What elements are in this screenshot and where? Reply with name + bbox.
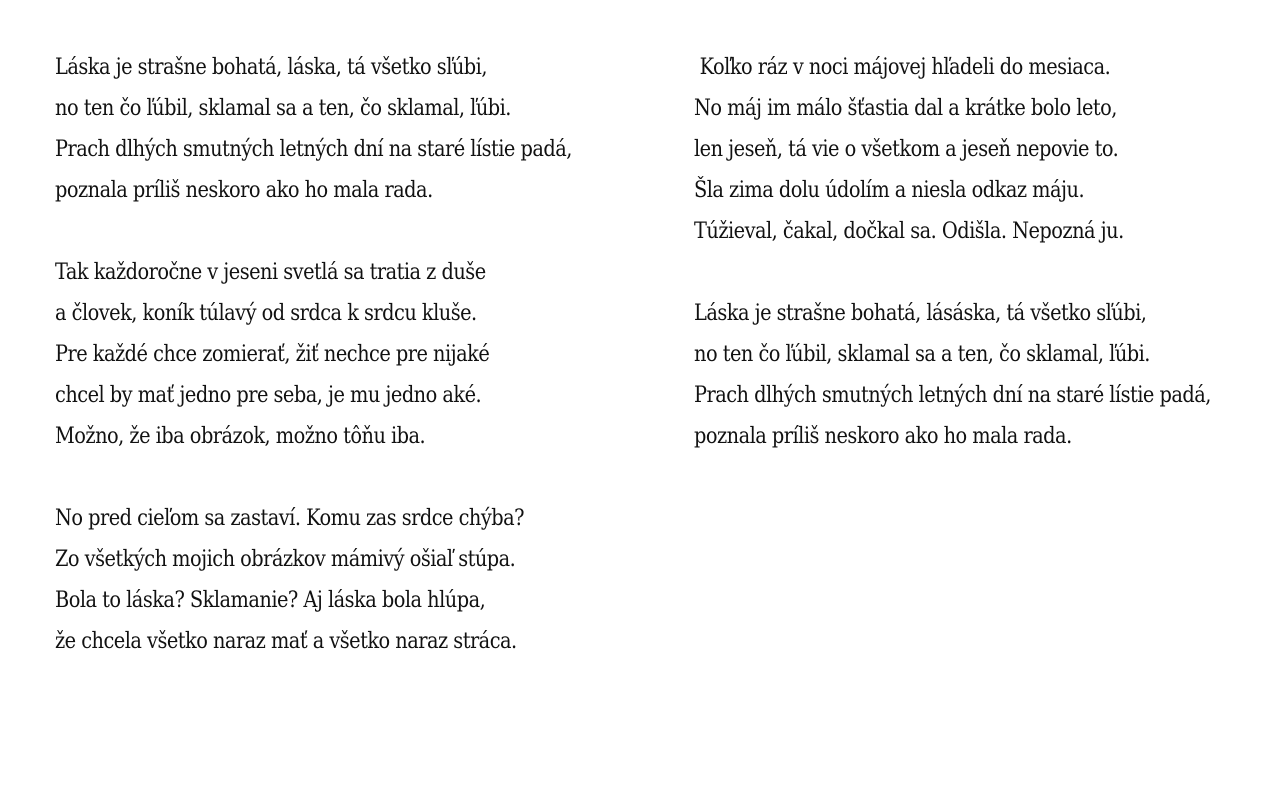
verse-line: chcel by mať jedno pre seba, je mu jedno aké. — [55, 383, 482, 408]
stanza — [55, 498, 655, 662]
poem-column-left — [55, 47, 655, 703]
stanza — [694, 293, 1254, 457]
verse-line: Bola to láska? Sklamanie? Aj láska bola hlúpa, — [55, 588, 486, 613]
verse-line: poznala príliš neskoro ako ho mala rada. — [694, 424, 1072, 449]
verse-line: no ten čo ľúbil, sklamal sa a ten, čo sklamal, ľúbi. — [694, 342, 1150, 367]
verse-line: Prach dlhých smutných letných dní na staré lístie padá, — [694, 383, 1211, 408]
verse-line: Možno, že iba obrázok, možno tôňu iba. — [55, 424, 426, 449]
verse-line: Tak každoročne v jeseni svetlá sa tratia z duše — [55, 260, 486, 285]
verse-line: No máj im málo šťastia dal a krátke bolo leto, — [694, 96, 1117, 121]
stanza — [55, 47, 655, 211]
poem-column-right — [694, 47, 1254, 498]
verse-line: len jeseň, tá vie o všetkom a jeseň nepovie to. — [694, 137, 1119, 162]
verse-line: Koľko ráz v noci májovej hľadeli do mesiaca. — [694, 55, 1111, 80]
verse-line: Prach dlhých smutných letných dní na staré lístie padá, — [55, 137, 572, 162]
verse-line: že chcela všetko naraz mať a všetko naraz stráca. — [55, 629, 517, 654]
verse-line: a človek, koník túlavý od srdca k srdcu kluše. — [55, 301, 477, 326]
verse-line: Láska je strašne bohatá, láska, tá všetko sľúbi, — [55, 55, 487, 80]
verse-line: Láska je strašne bohatá, lásáska, tá všetko sľúbi, — [694, 301, 1147, 326]
verse-line: Pre každé chce zomierať, žiť nechce pre nijaké — [55, 342, 490, 367]
verse-line: poznala príliš neskoro ako ho mala rada. — [55, 178, 433, 203]
verse-line: no ten čo ľúbil, sklamal sa a ten, čo sklamal, ľúbi. — [55, 96, 511, 121]
stanza — [55, 252, 655, 457]
stanza — [694, 47, 1254, 252]
verse-line: Šla zima dolu údolím a niesla odkaz máju. — [694, 178, 1085, 203]
verse-line: Zo všetkých mojich obrázkov mámivý ošiaľ stúpa. — [55, 547, 516, 572]
verse-line: No pred cieľom sa zastaví. Komu zas srdce chýba? — [55, 506, 524, 531]
verse-line: Túžieval, čakal, dočkal sa. Odišla. Nepozná ju. — [694, 219, 1124, 244]
